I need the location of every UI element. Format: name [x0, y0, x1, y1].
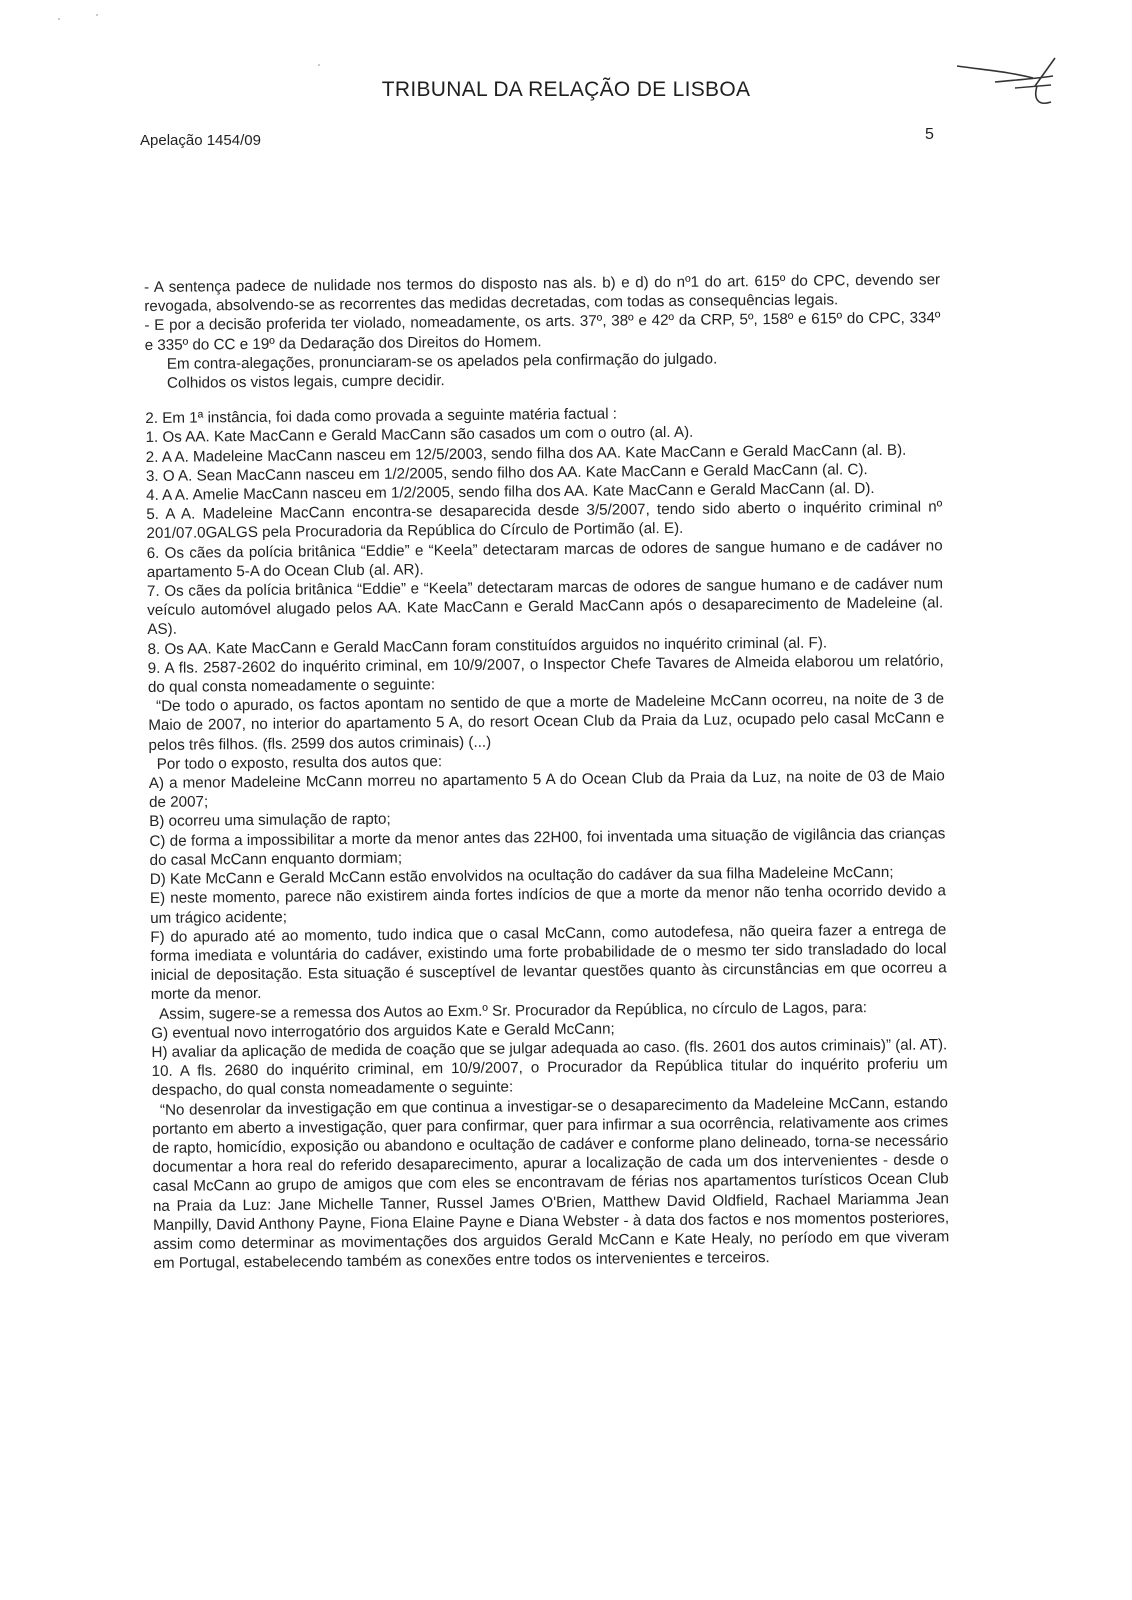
paragraph: Em contra-alegações, pronunciaram-se os apelados pela confirmação do julgado.	[166, 350, 718, 373]
paragraph: - E por a decisão proferida ter violado, nomeadamente, os arts. 37º, 38º e 42º da CRP, 5º, 158º e 615º do CPC, 334º e 335º do CC e 19º da Dedaração dos Direitos do Homem.	[144, 309, 941, 354]
fact-item: 4. A A. Amelie MacCann nasceu em 1/2/2005, sendo filha dos AA. Kate MacCann e Gerald MacCann (al. D).	[146, 480, 875, 505]
fact-item: 2. A A. Madeleine MacCann nasceu em 12/5/2003, sendo filha dos AA. Kate MacCann e Gerald MacCann (al. B).	[145, 441, 907, 466]
quote-paragraph: Assim, sugere-se a remessa dos Autos ao Exm.º Sr. Procurador da República, no círculo de Lagos, para:	[158, 998, 868, 1023]
quote-paragraph: Por todo o exposto, resulta dos autos que:	[156, 753, 443, 773]
case-reference: Apelação 1454/09	[140, 132, 261, 149]
quote-item: E) neste momento, parece não existirem ainda fortes indícios de que a morte da menor não tenha ocorrido devido a um trágico acidente;	[149, 882, 947, 927]
page-number: 5	[925, 126, 934, 143]
scan-speck	[318, 64, 320, 66]
court-name: TRIBUNAL DA RELAÇÃO DE LISBOA	[381, 78, 751, 101]
quote-item: B) ocorreu uma simulação de rapto;	[149, 811, 391, 831]
quote-paragraph: “De todo o apurado, os factos apontam no sentido de que a morte de Madeleine McCann ocorreu, na noite de 3 de Maio de 2007, no interior do apartamento 5 A, do resort Ocean Club da Praia da Luz, ocupado pelo casal McCann e pelos três filhos. (fls. 2599 dos autos criminais) (...)	[148, 690, 945, 754]
fact-item: 3. O A. Sean MacCann nasceu em 1/2/2005, sendo filho dos AA. Kate MacCann e Gerald MacCann (al. C).	[145, 460, 868, 485]
quote-item: H) avaliar da aplicação de medida de coação que se julgar adequada ao caso. (fls. 2601 dos autos criminais)” (al. AT).	[151, 1036, 948, 1061]
quote-item: A) a menor Madeleine McCann morreu no apartamento 5 A do Ocean Club da Praia da Luz, na noite de 03 de Maio de 2007;	[148, 767, 945, 812]
fact-item: 6. Os cães da polícia britânica “Eddie” e “Keela” detectaram marcas de odores de sangue humano e de cadáver no apartamento 5-A do Ocean Club (al. AR).	[146, 536, 943, 581]
quote-item: C) de forma a impossibilitar a morte da menor antes das 22H00, foi inventada uma situação de vigilância das crianças do casal McCann enquanto dormiam;	[149, 825, 946, 869]
paragraph: - A sentença padece de nulidade nos termos do disposto nas als. b) e d) do nº1 do art. 615º do CPC, devendo ser revogada, absolvendo-se as recorrentes das medidas decretadas, com todas as consequências legais.	[144, 271, 941, 316]
quote-item: G) eventual novo interrogatório dos arguidos Kate e Gerald McCann;	[151, 1020, 615, 1042]
document-body	[144, 270, 950, 1273]
fact-item: 9. A fls. 2587-2602 do inquérito criminal, em 10/9/2007, o Inspector Chefe Tavares de Almeida elaborou um relatório, do qual consta nomeadamente o seguinte:	[147, 652, 944, 697]
quote-item: F) do apurado até ao momento, tudo indica que o casal McCann, como autodefesa, não queira fazer a entrega de forma imediata e voluntária do cadáver, existindo uma forte probabilidade de o mesmo ter sido transladado do local inicial de depositação. Esta situação é susceptível de levantar questões quanto às circunstâncias em que ocorreu a morte da menor.	[150, 921, 947, 1004]
scan-speck	[58, 18, 60, 20]
quote-paragraph: “No desenrolar da investigação em que continua a investigar-se o desaparecimento da Madeleine McCann, estando portanto em aberto a investigação, quer para confirmar, quer para infirmar a sua ocorrência, relativamente aos crimes de rapto, homicídio, exposição ou abandono e ocultação de cadáver e conforme plano delineado, torna-se necessário documentar a hora real do referido desaparecimento, apurar a localização de cada um dos intervenientes - desde o casal McCann ao grupo de amigos que com eles se encontravam de férias nos apartamentos turísticos Ocean Club na Praia da Luz: Jane Michelle Tanner, Russel James O'Brien, Matthew David Oldfield, Rachael Mariamma Jean Manpilly, David Anthony Payne, Fiona Elaine Payne e Diana Webster - à data dos factos e nos momentos posteriores, assim como determinar as movimentações dos arguidos Gerald McCann e Kate Healy, no período em que viveram em Portugal, estabelecendo também as conexões entre todos os intervenientes e terceiros.	[152, 1093, 950, 1273]
fact-item: 5. A A. Madeleine MacCann encontra-se desaparecida desde 3/5/2007, tendo sido aberto o inquérito criminal nº 201/07.0GALGS pela Procuradoria da República do Círculo de Portimão (al. E).	[146, 498, 943, 543]
fact-item: 8. Os AA. Kate MacCann e Gerald MacCann foram constituídos arguidos no inquérito criminal (al. F).	[147, 634, 828, 658]
paragraph: 2. Em 1ª instância, foi dada como provada a seguinte matéria factual :	[145, 405, 618, 428]
fact-item: 1. Os AA. Kate MacCann e Gerald MacCann são casados um com o outro (al. A).	[145, 424, 694, 447]
quote-item: D) Kate McCann e Gerald McCann estão envolvidos na ocultação do cadáver da sua filha Madeleine McCann;	[149, 863, 894, 889]
scan-speck	[96, 14, 98, 16]
fact-item: 10. A fls. 2680 do inquérito criminal, em 10/9/2007, o Procurador da República titular do inquérito proferiu um despacho, do qual consta nomeadamente o seguinte:	[151, 1055, 948, 1100]
paragraph: Colhidos os vistos legais, cumpre decidir.	[166, 372, 445, 392]
fact-item: 7. Os cães da polícia britânica “Eddie” e “Keela” detectaram marcas de odores de sangue humano e de cadáver num veículo automóvel alugado pelos AA. Kate MacCann e Gerald MacCann após o desaparecimento de Madeleine (al. AS).	[146, 575, 944, 639]
